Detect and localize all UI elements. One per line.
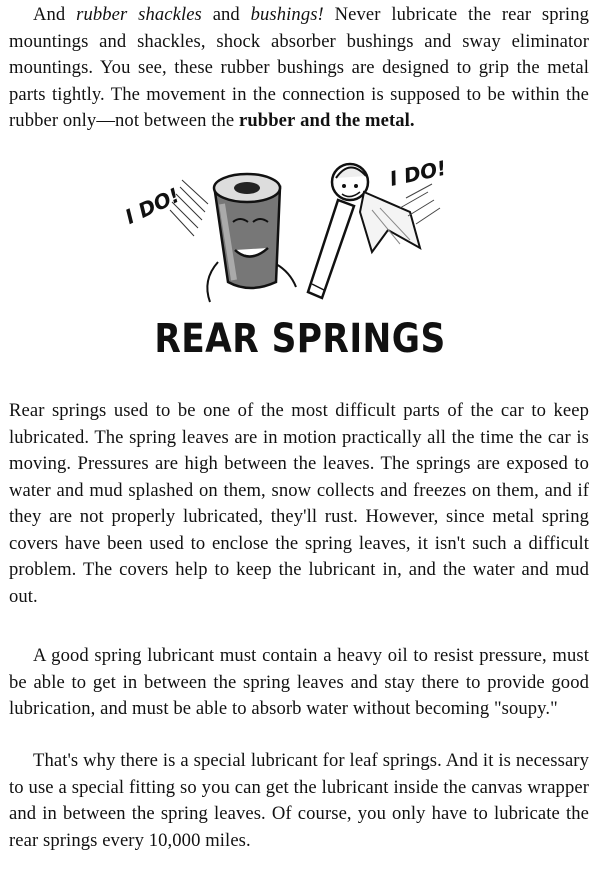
intro-and-text: and (212, 4, 240, 25)
intro-body-text: Never lubricate the rear spring mountings and shackles, shock absorber bushings and sway eliminator mountings. You see, these rubber bushings are designed to grip the metal parts tightly. The movement in the connection is supposed to be within the rubber only—not between the (9, 4, 589, 131)
rear-springs-paragraph-1: Rear springs used to be one of the most difficult parts of the car to keep lubricated. The spring leaves are in motion practically all the time the car is moving. Pressures are high between the leaves. The springs are exposed to water and mud splashed on them, snow collects and freezes on them, and if they are not properly lubricated, they'll rust. However, since metal spring covers have been used to enclose the spring leaves, it isn't such a difficult problem. The covers help to keep the lubricant in, and the water and mud out. (9, 400, 589, 607)
intro-italic-bushings: bushings! (250, 4, 324, 25)
rear-springs-paragraph-2: A good spring lubricant must contain a heavy oil to resist pressure, must be able to get in between the spring leaves and stay there to provide good lubrication, and must be able to absorb water without becoming "soupy." (9, 645, 589, 719)
intro-paragraph (9, 2, 589, 135)
rubber-bushing-character (207, 174, 296, 302)
intro-bold-rubber: rubber (239, 110, 296, 131)
bubble-text-right: I DO! (387, 155, 449, 191)
bushings-cartoon-illustration (110, 152, 470, 317)
intro-bold-and: and (300, 110, 331, 131)
section-heading: REAR SPRINGS (154, 316, 446, 362)
bubble-text-left: I DO! (121, 182, 184, 229)
intro-italic-rubber-shackles: rubber shackles (76, 4, 202, 25)
intro-bold-metal: the metal. (335, 110, 415, 131)
rear-springs-paragraph-3: That's why there is a special lubricant for leaf springs. And it is necessary to use a special fitting so you can get the lubricant inside the canvas wrapper and in between the spring leaves. Of course, you only have to lubricate the rear springs every 10,000 miles. (9, 750, 589, 851)
intro-lead-text: And (33, 4, 66, 25)
